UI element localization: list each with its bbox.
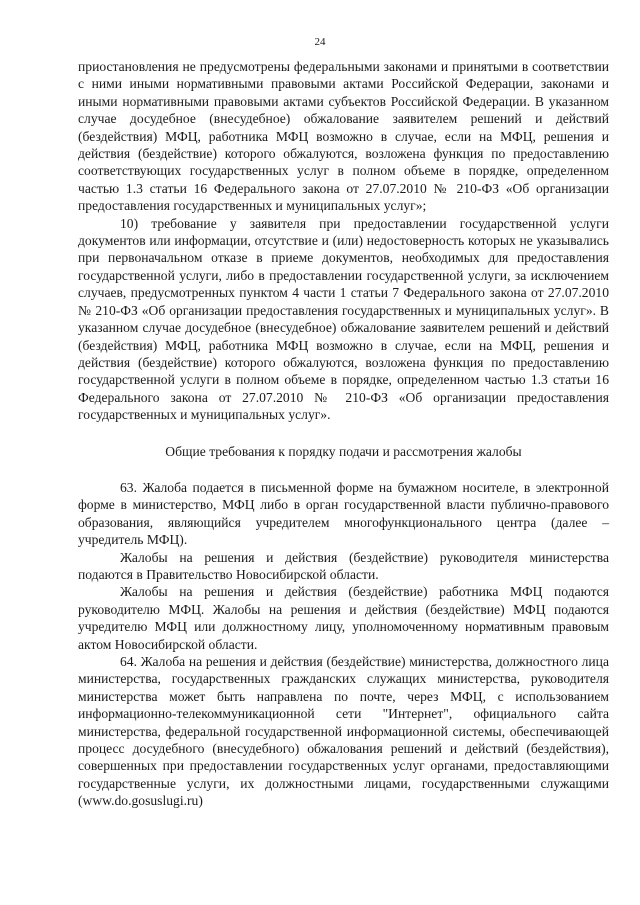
paragraph-continuation: приостановления не предусмотрены федеральными законами и принятыми в соответствии с ними иными нормативными правовыми актами Российской Федерации, законами и иными нормативными правовыми актами субъектов Российской Федерации. В указанном случае досудебное (внесудебное) обжалование заявителем решений и действий (бездействия) МФЦ, работника МФЦ возможно в случае, если на МФЦ, решения и действия (бездействие) которого обжалуются, возложена функция по предоставлению соответствующих государственных услуг в полном объеме в порядке, определенном частью 1.3 статьи 16 Федерального закона от 27.07.2010 № 210-ФЗ «Об организации предоставления государственных и муниципальных услуг»; — [78, 59, 609, 214]
paragraph-complaints-mfc: Жалобы на решения и действия (бездействие) работника МФЦ подаются руководителю МФЦ. Жалобы на решения и действия (бездействие) МФЦ подаются учредителю МФЦ или должностному лицу, уполномоченному нормативным правовым актом Новосибирской области. — [78, 584, 609, 652]
paragraph-63: 63. Жалоба подается в письменной форме на бумажном носителе, в электронной форме в министерство, МФЦ либо в орган государственной власти публично-правового образования, являющийся учредителем многофункционального центра (далее – учредитель МФЦ). — [78, 479, 609, 548]
paragraph-complaints-minister: Жалобы на решения и действия (бездействие) руководителя министерства подаются в Правительство Новосибирской области. — [78, 549, 609, 582]
page-number: 24 — [314, 36, 326, 48]
paragraph-item-10: 10) требование у заявителя при предоставлении государственной услуги документов или информации, отсутствие и (или) недостоверность которых не указывались при первоначальном отказе в приеме документов, необходимых для предоставления государственной услуги, либо в предоставлении государственной услуги, за исключением случаев, предусмотренных пунктом 4 части 1 статьи 7 Федерального закона от 27.07.2010 № 210-ФЗ «Об организации предоставления государственных и муниципальных услуг». В указанном случае досудебное (внесудебное) обжалование заявителем решений и действий (бездействия) МФЦ, работника МФЦ возможно в случае, если на МФЦ, решения и действия (бездействие) которого обжалуются, возложена функция по предоставлению государственной услуги в полном объеме в порядке, определенном частью 1.3 статьи 16 Федерального закона от 27.07.2010 № 210-ФЗ «Об организации предоставления государственных и муниципальных услуг». — [78, 215, 609, 423]
body-text — [78, 58, 609, 810]
paragraph-64: 64. Жалоба на решения и действия (бездействие) министерства, должностного лица министерства, государственных гражданских служащих министерства, руководителя министерства может быть направлена по почте, через МФЦ, с использованием информационно-телекоммуникационной сети "Интернет", официального сайта министерства, федеральной государственной информационной системы, обеспечивающей процесс досудебного (внесудебного) обжалования решений и действий (бездействия), совершенных при предоставлении государственных услуг органами, предоставляющими государственные услуги, их должностными лицами, государственными служащими (www.do.gosuslugi.ru) — [78, 654, 609, 809]
section-heading: Общие требования к порядку подачи и рассмотрения жалобы — [165, 443, 522, 459]
